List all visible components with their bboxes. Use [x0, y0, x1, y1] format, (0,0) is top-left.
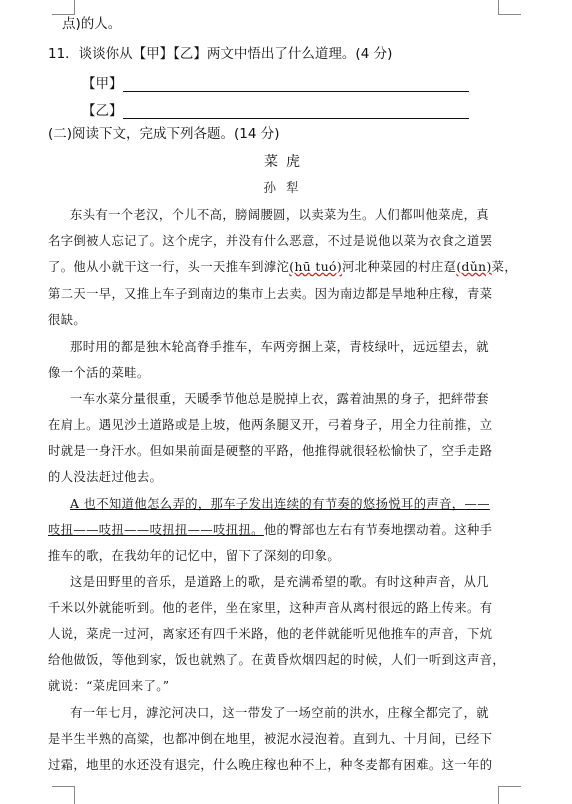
story-line: A 也不知道他怎么弄的，那车子发出连续的有节奏的悠扬悦耳的声音，——: [70, 497, 490, 511]
story-line: 这是田野里的音乐，是道路上的歌，是充满希望的歌。有时这种声音，从几: [70, 575, 489, 589]
story-author: 孙犁: [263, 180, 309, 195]
story-line: 很缺。: [48, 313, 87, 327]
page-corner-mark: [498, 786, 521, 804]
story-line: 的人没法赶过他去。: [48, 470, 163, 484]
previous-answer-tail: 点)的人。: [62, 16, 122, 32]
question-11: 11．谈谈你从【甲】【乙】两文中悟出了什么道理。(4 分): [48, 46, 393, 62]
answer-label: 【乙】: [82, 103, 123, 119]
story-line: 一车水菜分量很重，天暖季节他总是脱掉上衣，露着油黑的身子，把絆带套: [70, 392, 489, 406]
story-line: 有一年七月，滹沱河决口，这一带发了一场空前的洪水，庄稼全都完了，就: [70, 706, 489, 720]
page-corner-mark: [52, 0, 75, 15]
story-line: 在肩上。遇见沙土道路或是上坡，他两条腿叉开，弓着身子，用全力往前推，立: [48, 418, 493, 432]
story-line: 人说，菜虎一过河，离家还有四千米路，他的老伴就能听见他推车的声音，下炕: [48, 627, 493, 641]
answer-blank[interactable]: [123, 78, 469, 92]
section-heading: (二)阅读下文，完成下列各题。(14 分): [48, 126, 280, 142]
story-line: 吱扭——吱扭——吱扭扭——吱扭扭。他的臀部也左右有节奏地摆动着。这种手: [48, 523, 493, 537]
answer-label: 【甲】: [82, 76, 123, 92]
answer-blank[interactable]: [123, 105, 469, 119]
story-line: 给他做饭，等他到家，饭也就熟了。在黄昏炊烟四起的时候，人们一听到这声音，: [48, 653, 506, 667]
story-line: 过霜，地里的水还没有退完，什么晚庄稼也种不上，种冬麦都有困难。这一年的: [48, 758, 493, 772]
page-corner-mark: [52, 786, 75, 804]
story-line: 推车的歌，在我幼年的记忆中，留下了深刻的印象。: [48, 549, 341, 563]
answer-line-yi[interactable]: [82, 99, 469, 119]
story-line: 千米以外就能听到。他的老伴，坐在家里，这种声音从离村很远的路上传来。有: [48, 601, 493, 615]
story-line: 第二天一早，又推上车子到南边的集市上去卖。因为南边都是旱地种庄稼，青菜: [48, 287, 493, 301]
story-line: 那时用的都是独木轮高脊手推车，车两旁捆上菜，青枝绿叶，远远望去，就: [70, 340, 489, 354]
story-line: 东头有一个老汉，个儿不高，膀阔腰圆，以卖菜为生。人们都叫他菜虎，真: [70, 208, 489, 222]
story-line: 就说：“菜虎回来了。”: [48, 679, 170, 693]
story-line: 了。他从小就干这一行，头一天推车到滹沱(hū tuó)河北种菜园的村庄趸(dǔn)菜，: [48, 260, 518, 274]
page-corner-mark: [498, 0, 521, 15]
story-line: 时就是一身汗水。但如果前面是硬整的平路，他推得就很轻松愉快了，空手走路: [48, 444, 493, 458]
story-line: 是半生半熟的高粱，也都冲倒在地里，被泥水浸泡着。直到九、十月间，已经下: [48, 732, 493, 746]
answer-line-jia[interactable]: [82, 72, 469, 92]
story-title: 菜虎: [264, 154, 308, 170]
story-line: 像一个活的菜畦。: [48, 366, 150, 380]
story-line: 名字倒被人忘记了。这个虎字，并没有什么恶意，不过是说他以菜为衣食之道罢: [48, 234, 493, 248]
